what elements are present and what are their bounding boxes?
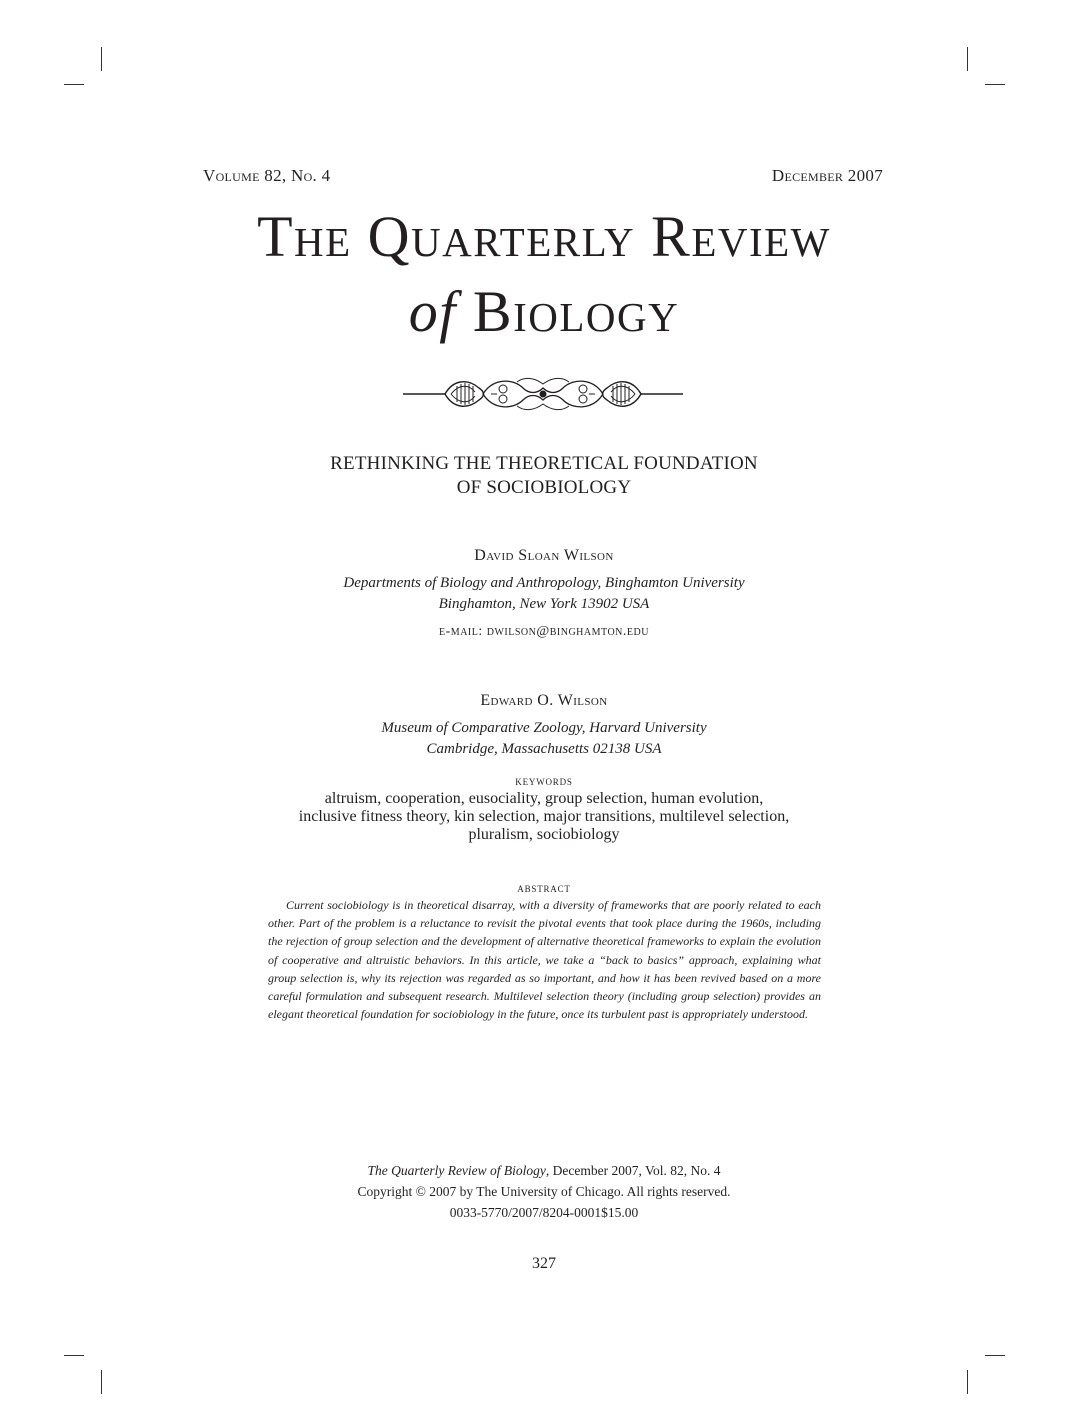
affiliation-line1: Departments of Biology and Anthropology, Binghamton University (343, 575, 745, 591)
crop-mark-bottom-right-h (985, 1355, 1005, 1356)
abstract-label: abstract (517, 880, 571, 895)
author-name: David Sloan Wilson (474, 547, 614, 564)
affiliation-line1: Museum of Comparative Zoology, Harvard University (381, 720, 707, 736)
ornament-icon (403, 372, 683, 416)
article-title (0, 452, 1088, 500)
keywords-line2: inclusive fitness theory, kin selection, major transitions, multilevel selection, (298, 808, 790, 825)
keywords-line3: pluralism, sociobiology (468, 826, 620, 843)
journal-title-line2 (0, 279, 1088, 344)
crop-mark-bottom-right-v (967, 1370, 968, 1394)
author-affiliation (0, 573, 1088, 615)
crop-mark-top-left-h (64, 84, 84, 85)
author-email: e-mail: dwilson@binghamton.edu (439, 624, 649, 639)
volume-issue: Volume 82, No. 4 (203, 166, 331, 185)
author-name: Edward O. Wilson (480, 692, 608, 709)
page-number: 327 (532, 1255, 556, 1272)
copyright-line: Copyright © 2007 by The University of Chicago. All rights reserved. (357, 1184, 731, 1199)
keywords-line1: altruism, cooperation, eusociality, group selection, human evolution, (324, 790, 764, 807)
article-title-line1: RETHINKING THE THEORETICAL FOUNDATION (330, 453, 758, 474)
crop-mark-bottom-left-h (64, 1355, 84, 1356)
crop-mark-top-right-h (985, 84, 1005, 85)
journal-title-biology: Biology (472, 279, 680, 344)
citation-line (0, 1160, 1088, 1181)
author-affiliation (0, 718, 1088, 760)
affiliation-line2: Cambridge, Massachusetts 02138 USA (426, 741, 662, 757)
citation-journal: The Quarterly Review of Biology (367, 1163, 546, 1178)
article-title-line2: OF SOCIOBIOLOGY (456, 477, 632, 498)
citation-details: , December 2007, Vol. 82, No. 4 (545, 1163, 721, 1178)
keywords-label: keywords (515, 773, 573, 788)
keywords-list (0, 790, 1088, 844)
crop-mark-bottom-left-v (101, 1370, 102, 1394)
abstract-text: Current sociobiology is in theoretical disarray, with a diversity of frameworks that are poorly related to each other. Part of the problem is a reluctance to revisit the pivotal events that took place during the 1960s, including the rejection of group selection and the development of alternative theoretical frameworks to explain the evolution of cooperative and altruistic behaviors. In this article, we take a “back to basics” approach, explaining what group selection is, why its rejection was regarded as so important, and how it has been revived based on a more careful formulation and subsequent research. Multilevel selection theory (including group selection) provides an elegant theoretical foundation for sociobiology in the future, once its turbulent past is appropriately understood. (268, 898, 821, 1022)
crop-mark-top-right-v (967, 47, 968, 71)
article-code: 0033-5770/2007/8204-0001$15.00 (449, 1205, 639, 1220)
journal-title-line1: The Quarterly Review (257, 204, 831, 269)
journal-title-of: of (408, 279, 457, 344)
crop-mark-top-left-v (101, 47, 102, 71)
issue-date: December 2007 (771, 166, 883, 185)
affiliation-line2: Binghamton, New York 13902 USA (438, 596, 650, 612)
